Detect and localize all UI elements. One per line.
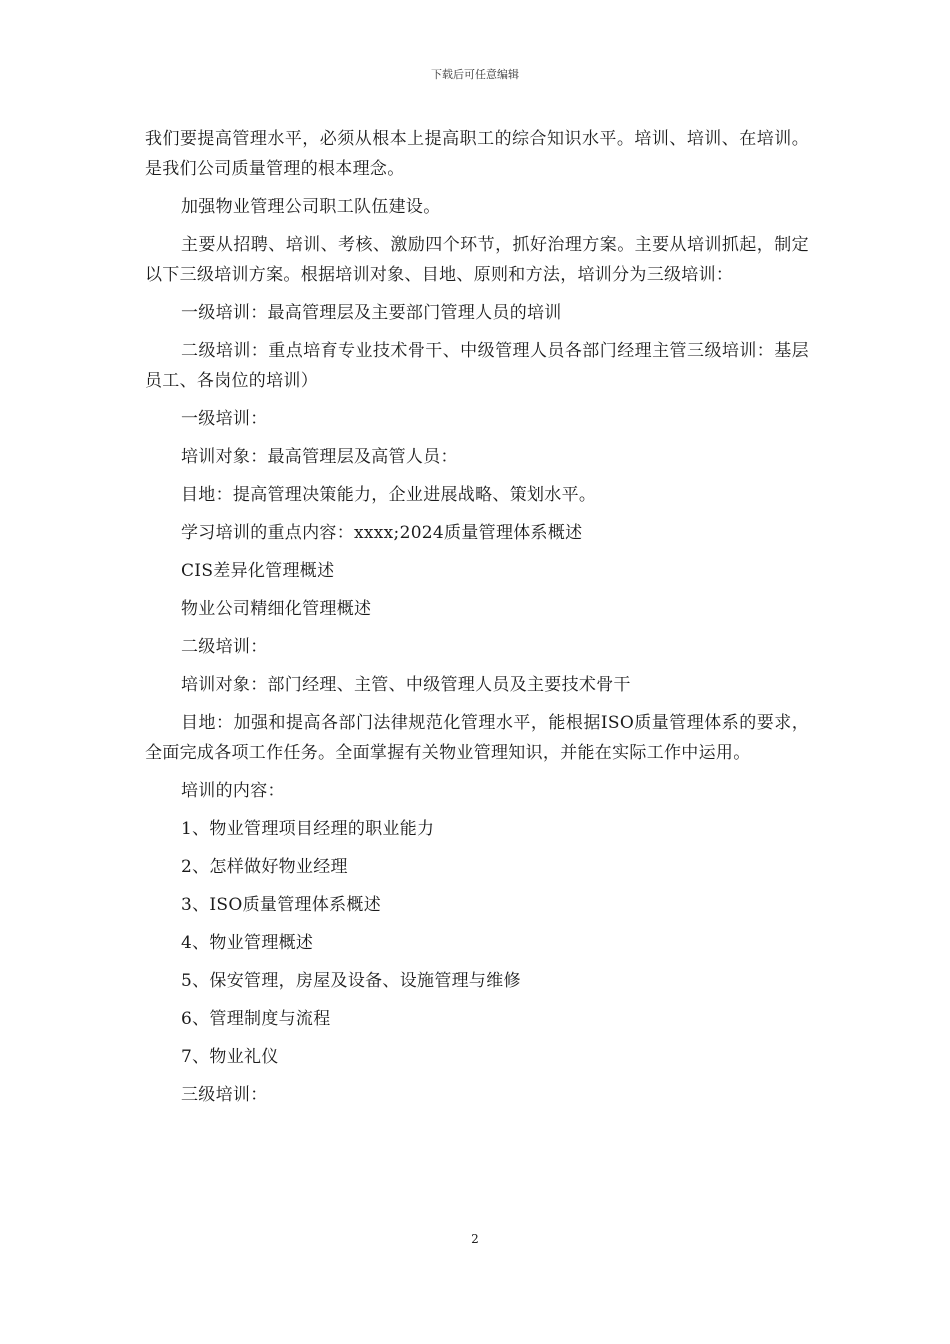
document-body [145, 124, 809, 1118]
paragraph-12: 二级培训： [181, 637, 268, 657]
list-item-2: 2、怎样做好物业经理 [181, 857, 348, 877]
list-item-3: 3、ISO质量管理体系概述 [181, 895, 382, 915]
paragraph-11: 物业公司精细化管理概述 [181, 599, 372, 619]
list-item-4: 4、物业管理概述 [181, 933, 314, 953]
paragraph-14: 目地：加强和提高各部门法律规范化管理水平，能根据ISO质量管理体系的要求，全面完成各项工作任务。全面掌握有关物业管理知识，并能在实际工作中运用。 [145, 713, 809, 763]
paragraph-16: 三级培训： [181, 1085, 268, 1105]
list-item-1: 1、物业管理项目经理的职业能力 [181, 819, 435, 839]
list-item-6: 6、管理制度与流程 [181, 1009, 331, 1029]
paragraph-2: 加强物业管理公司职工队伍建设。 [181, 197, 441, 217]
paragraph-6: 一级培训： [181, 409, 268, 429]
list-item-5: 5、保安管理，房屋及设备、设施管理与维修 [181, 971, 521, 991]
paragraph-15: 培训的内容： [181, 781, 285, 801]
list-item-7: 7、物业礼仪 [181, 1047, 279, 1067]
paragraph-3: 主要从招聘、培训、考核、激励四个环节，抓好治理方案。主要从培训抓起，制定以下三级培训方案。根据培训对象、目地、原则和方法，培训分为三级培训： [145, 235, 809, 285]
paragraph-7: 培训对象：最高管理层及高管人员： [181, 447, 458, 467]
paragraph-9: 学习培训的重点内容：xxxx;2024质量管理体系概述 [181, 523, 583, 543]
paragraph-4: 一级培训：最高管理层及主要部门管理人员的培训 [181, 303, 562, 323]
page-number: 2 [471, 1232, 479, 1246]
paragraph-13: 培训对象：部门经理、主管、中级管理人员及主要技术骨干 [181, 675, 631, 695]
paragraph-5: 二级培训：重点培育专业技术骨干、中级管理人员各部门经理主管三级培训：基层员工、各岗位的培训） [145, 341, 809, 391]
paragraph-8: 目地：提高管理决策能力，企业进展战略、策划水平。 [181, 485, 597, 505]
page-header: 下载后可任意编辑 [431, 68, 519, 81]
paragraph-1: 我们要提高管理水平，必须从根本上提高职工的综合知识水平。培训、培训、在培训。是我们公司质量管理的根本理念。 [145, 129, 809, 179]
paragraph-10: CIS差异化管理概述 [181, 561, 335, 581]
